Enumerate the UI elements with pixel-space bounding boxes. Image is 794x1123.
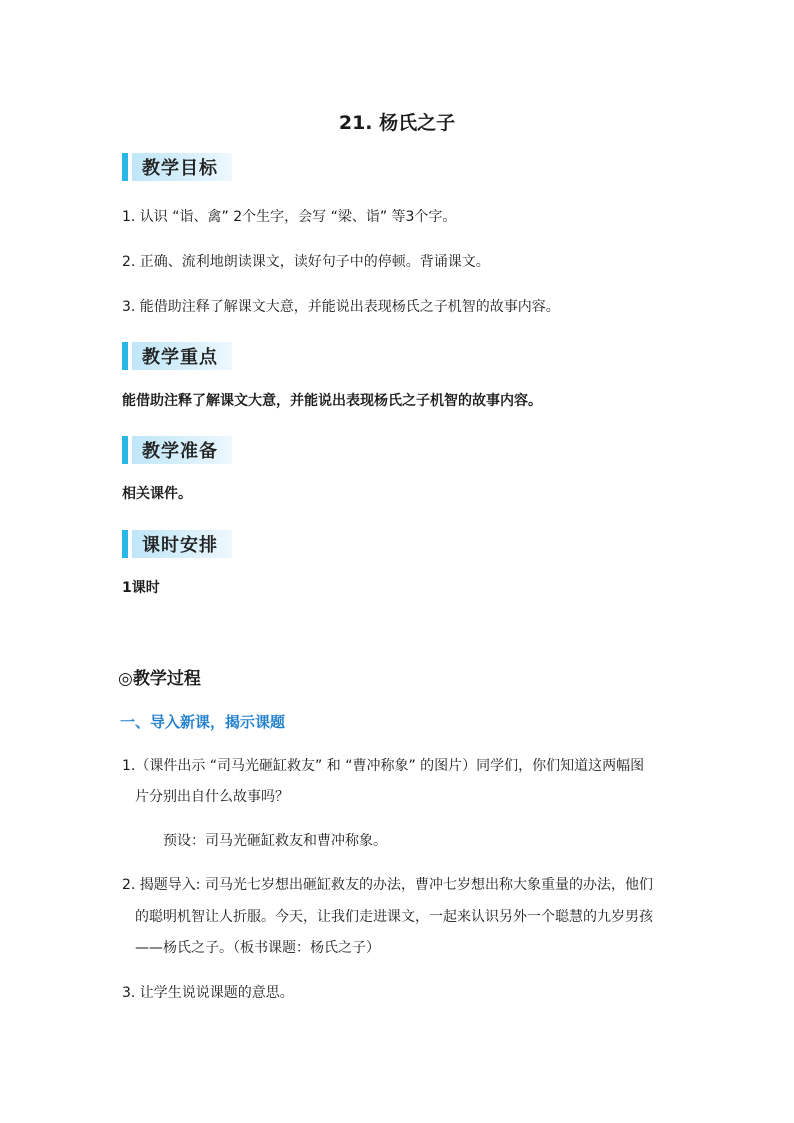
process-subhead: 一、导入新课，揭示课题	[120, 713, 286, 731]
schedule-text: 1课时	[122, 580, 160, 596]
heading-accent-bar	[122, 436, 128, 464]
process-paragraph-1-line-1: 1.（课件出示 “司马光砸缸救友” 和 “曹冲称象” 的图片）同学们，你们知道这两幅图	[122, 758, 645, 774]
section-heading-label: 教学准备	[132, 436, 232, 464]
process-paragraph-3: 3. 让学生说说课题的意思。	[122, 985, 294, 1001]
section-heading-schedule	[122, 530, 232, 558]
process-paragraph-2-line-2: 的聪明机智让人折服。今天，让我们走进课文，一起来认识另外一个聪慧的九岁男孩	[135, 909, 653, 925]
section-heading-goals	[122, 153, 232, 181]
section-heading-label: 课时安排	[132, 530, 232, 558]
process-paragraph-2-line-1: 2. 揭题导入: 司马光七岁想出砸缸救友的办法，曹冲七岁想出称大象重量的办法，他们	[122, 877, 653, 893]
goal-item-2: 2. 正确、流利地朗读课文，读好句子中的停顿。背诵课文。	[122, 254, 490, 270]
heading-accent-bar	[122, 342, 128, 370]
page-title: 21. 杨氏之子	[338, 112, 456, 134]
section-heading-label: 教学目标	[132, 153, 232, 181]
goal-item-3: 3. 能借助注释了解课文大意，并能说出表现杨氏之子机智的故事内容。	[122, 299, 560, 315]
process-preset: 预设：司马光砸缸救友和曹冲称象。	[163, 833, 387, 849]
section-heading-preparation	[122, 436, 232, 464]
process-paragraph-2-line-3: ——杨氏之子。（板书课题：杨氏之子）	[135, 940, 380, 956]
process-paragraph-1-line-2: 片分别出自什么故事吗？	[135, 789, 289, 805]
key-points-text: 能借助注释了解课文大意，并能说出表现杨氏之子机智的故事内容。	[122, 393, 542, 409]
heading-accent-bar	[122, 153, 128, 181]
section-heading-label: 教学重点	[132, 342, 232, 370]
heading-accent-bar	[122, 530, 128, 558]
section-heading-key-points	[122, 342, 232, 370]
preparation-text: 相关课件。	[122, 486, 192, 502]
goal-item-1: 1. 认识 “诣、禽” 2个生字，会写 “梁、诣” 等3个字。	[122, 209, 457, 225]
process-title: ◎教学过程	[118, 669, 201, 689]
